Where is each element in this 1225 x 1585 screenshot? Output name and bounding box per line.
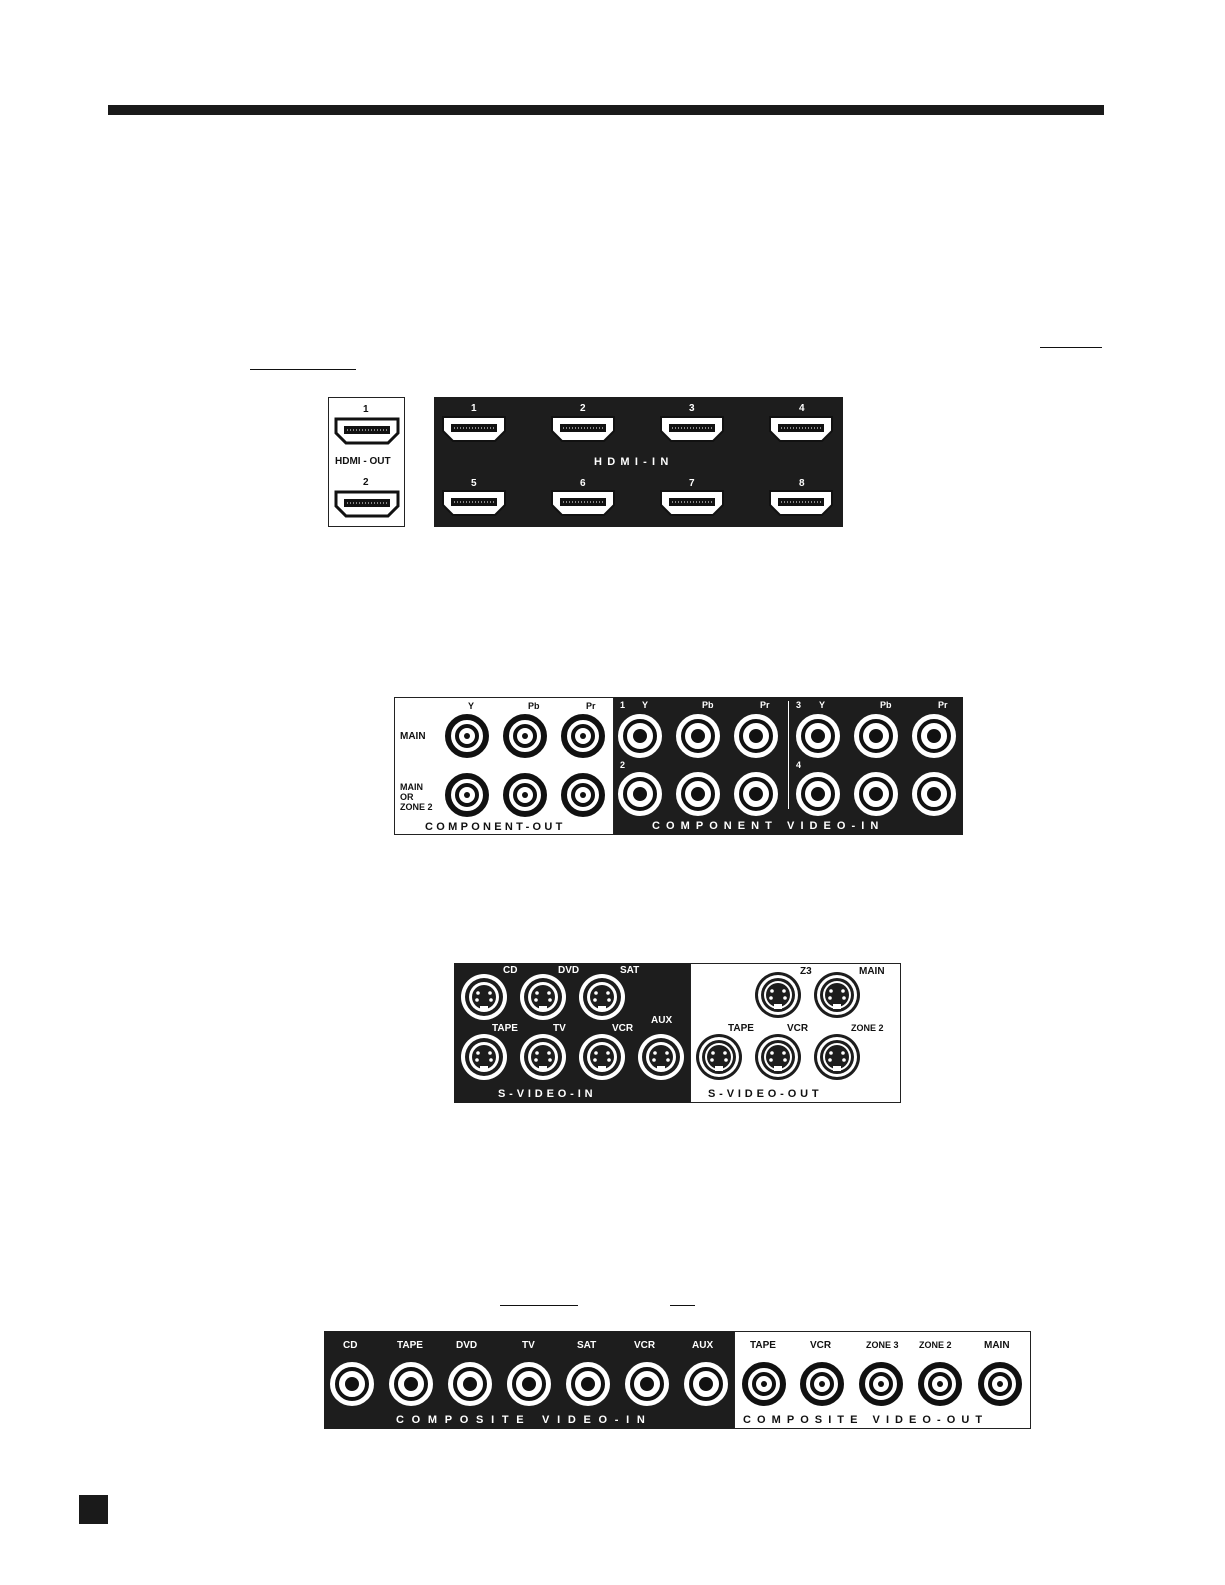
composite-in-jack-aux[interactable] — [684, 1362, 728, 1406]
composite-out-jack-vcr[interactable] — [800, 1362, 844, 1406]
composite-out-label-tape: TAPE — [750, 1340, 776, 1351]
hdmi-out-port-2-label: 2 — [363, 477, 369, 488]
svideo-in-label-aux: AUX — [651, 1015, 673, 1026]
composite-in-jack-dvd[interactable] — [448, 1362, 492, 1406]
composite-in-jack-sat[interactable] — [566, 1362, 610, 1406]
component-in-col-pb-a: Pb — [702, 700, 714, 710]
svideo-in-jack-tape[interactable] — [459, 1032, 509, 1082]
hdmi-out-title: HDMI - OUT — [335, 456, 391, 467]
component-in-4-y-jack[interactable] — [796, 772, 840, 816]
hdmi-in-port-1-label: 1 — [471, 403, 477, 414]
component-out-main-pr-jack[interactable] — [561, 714, 605, 758]
hdmi-in-port-6-label: 6 — [580, 478, 586, 489]
composite-in-label-tv: TV — [522, 1340, 535, 1351]
page-number-mark — [79, 1495, 108, 1524]
svideo-in-label-sat: SAT — [620, 965, 640, 976]
component-in-col-pb-b: Pb — [880, 700, 892, 710]
component-in-panel — [614, 697, 963, 835]
composite-out-jack-main[interactable] — [978, 1362, 1022, 1406]
component-out-zone2-y-jack[interactable] — [445, 773, 489, 817]
svideo-out-label-main: MAIN — [859, 966, 885, 977]
composite-in-label-dvd: DVD — [456, 1340, 478, 1351]
hdmi-in-port-3[interactable] — [659, 415, 725, 443]
component-in-1-y-jack[interactable] — [618, 714, 662, 758]
hdmi-in-port-8[interactable] — [768, 489, 834, 517]
composite-in-label-aux: AUX — [692, 1340, 714, 1351]
hdmi-in-port-2[interactable] — [550, 415, 616, 443]
composite-in-label-vcr: VCR — [634, 1340, 656, 1351]
svideo-in-label-vcr: VCR — [612, 1023, 634, 1034]
component-in-4-pb-jack[interactable] — [854, 772, 898, 816]
component-out-zone2-pr-jack[interactable] — [561, 773, 605, 817]
svideo-in-label-dvd: DVD — [558, 965, 580, 976]
svideo-in-jack-dvd[interactable] — [518, 972, 568, 1022]
hdmi-in-port-4[interactable] — [768, 415, 834, 443]
hdmi-out-port-1[interactable] — [334, 417, 400, 445]
underline-4 — [670, 1305, 695, 1306]
hdmi-in-port-3-label: 3 — [689, 403, 695, 414]
svideo-out-jack-main[interactable] — [812, 970, 862, 1020]
composite-in-jack-vcr[interactable] — [625, 1362, 669, 1406]
component-out-main-y-jack[interactable] — [445, 714, 489, 758]
component-out-col-y: Y — [468, 701, 475, 711]
svideo-out-jack-zone2[interactable] — [812, 1032, 862, 1082]
hdmi-in-title: H D M I - I N — [594, 456, 670, 468]
component-in-2-pr-jack[interactable] — [734, 772, 778, 816]
component-in-3-y-jack[interactable] — [796, 714, 840, 758]
hdmi-out-port-1-label: 1 — [363, 404, 369, 415]
svideo-out-label-z3: Z3 — [800, 966, 812, 977]
component-out-col-pr: Pr — [586, 701, 596, 711]
hdmi-in-port-5-label: 5 — [471, 478, 477, 489]
composite-out-label-vcr: VCR — [810, 1340, 832, 1351]
svideo-in-jack-vcr[interactable] — [577, 1032, 627, 1082]
composite-in-label-tape: TAPE — [397, 1340, 423, 1351]
component-in-2-pb-jack[interactable] — [676, 772, 720, 816]
svideo-out-label-zone2: ZONE 2 — [851, 1023, 884, 1033]
hdmi-out-port-2[interactable] — [334, 490, 400, 518]
component-in-label-3: 3 — [796, 700, 802, 710]
component-in-title: COMPONENT VIDEO-IN — [652, 820, 885, 832]
component-in-2-y-jack[interactable] — [618, 772, 662, 816]
composite-in-jack-tape[interactable] — [389, 1362, 433, 1406]
component-out-row-zone2: ZONE 2 — [400, 802, 433, 812]
hdmi-in-port-2-label: 2 — [580, 403, 586, 414]
component-in-label-2: 2 — [620, 760, 626, 770]
component-out-main-pb-jack[interactable] — [503, 714, 547, 758]
component-in-4-pr-jack[interactable] — [912, 772, 956, 816]
composite-in-label-sat: SAT — [577, 1340, 597, 1351]
svideo-in-title: S-VIDEO-IN — [498, 1088, 597, 1100]
underline-2 — [250, 369, 356, 370]
svideo-out-jack-z3[interactable] — [753, 970, 803, 1020]
svideo-in-label-tv: TV — [553, 1023, 566, 1034]
component-in-divider — [788, 701, 789, 809]
component-out-row-or: OR — [400, 792, 414, 802]
component-in-col-pr-a: Pr — [760, 700, 770, 710]
hdmi-in-port-7[interactable] — [659, 489, 725, 517]
svideo-in-jack-tv[interactable] — [518, 1032, 568, 1082]
component-out-panel — [394, 697, 614, 835]
composite-out-jack-zone2[interactable] — [918, 1362, 962, 1406]
composite-in-label-cd: CD — [343, 1340, 358, 1351]
svideo-out-jack-vcr[interactable] — [753, 1032, 803, 1082]
component-in-3-pr-jack[interactable] — [912, 714, 956, 758]
composite-out-label-main: MAIN — [984, 1340, 1010, 1351]
svideo-in-jack-aux[interactable] — [636, 1032, 686, 1082]
component-out-row-main: MAIN — [400, 731, 426, 742]
hdmi-in-port-5[interactable] — [441, 489, 507, 517]
component-in-3-pb-jack[interactable] — [854, 714, 898, 758]
composite-out-jack-tape[interactable] — [742, 1362, 786, 1406]
svideo-in-jack-cd[interactable] — [459, 972, 509, 1022]
component-in-col-y-a: Y — [642, 700, 649, 710]
component-in-1-pb-jack[interactable] — [676, 714, 720, 758]
underline-1 — [1040, 347, 1102, 348]
hdmi-in-port-6[interactable] — [550, 489, 616, 517]
hdmi-in-port-4-label: 4 — [799, 403, 805, 414]
component-in-label-4: 4 — [796, 760, 802, 770]
hdmi-in-panel — [434, 397, 843, 527]
component-out-row-main-2: MAIN — [400, 782, 423, 792]
component-in-col-pr-b: Pr — [938, 700, 948, 710]
composite-out-jack-zone3[interactable] — [859, 1362, 903, 1406]
svideo-out-label-tape: TAPE — [728, 1023, 754, 1034]
component-out-zone2-pb-jack[interactable] — [503, 773, 547, 817]
composite-out-title: COMPOSITE VIDEO-OUT — [743, 1414, 989, 1426]
svideo-in-label-cd: CD — [503, 965, 518, 976]
svideo-in-jack-sat[interactable] — [577, 972, 627, 1022]
hdmi-in-port-1[interactable] — [441, 415, 507, 443]
hdmi-in-port-8-label: 8 — [799, 478, 805, 489]
svideo-in-label-tape: TAPE — [492, 1023, 518, 1034]
component-out-title: COMPONENT-OUT — [425, 821, 566, 833]
composite-in-jack-cd[interactable] — [330, 1362, 374, 1406]
top-rule — [108, 105, 1104, 115]
component-in-1-pr-jack[interactable] — [734, 714, 778, 758]
composite-out-label-zone3: ZONE 3 — [866, 1340, 899, 1350]
composite-in-jack-tv[interactable] — [507, 1362, 551, 1406]
hdmi-in-port-7-label: 7 — [689, 478, 695, 489]
svideo-out-label-vcr: VCR — [787, 1023, 809, 1034]
composite-out-label-zone2: ZONE 2 — [919, 1340, 952, 1350]
underline-3 — [500, 1305, 578, 1306]
svideo-out-title: S-VIDEO-OUT — [708, 1088, 823, 1100]
component-in-label-1: 1 — [620, 700, 626, 710]
hdmi-out-panel — [328, 397, 405, 527]
component-out-col-pb: Pb — [528, 701, 540, 711]
composite-in-title: COMPOSITE VIDEO-IN — [396, 1414, 653, 1426]
svideo-out-jack-tape[interactable] — [694, 1032, 744, 1082]
component-in-col-y-b: Y — [819, 700, 826, 710]
